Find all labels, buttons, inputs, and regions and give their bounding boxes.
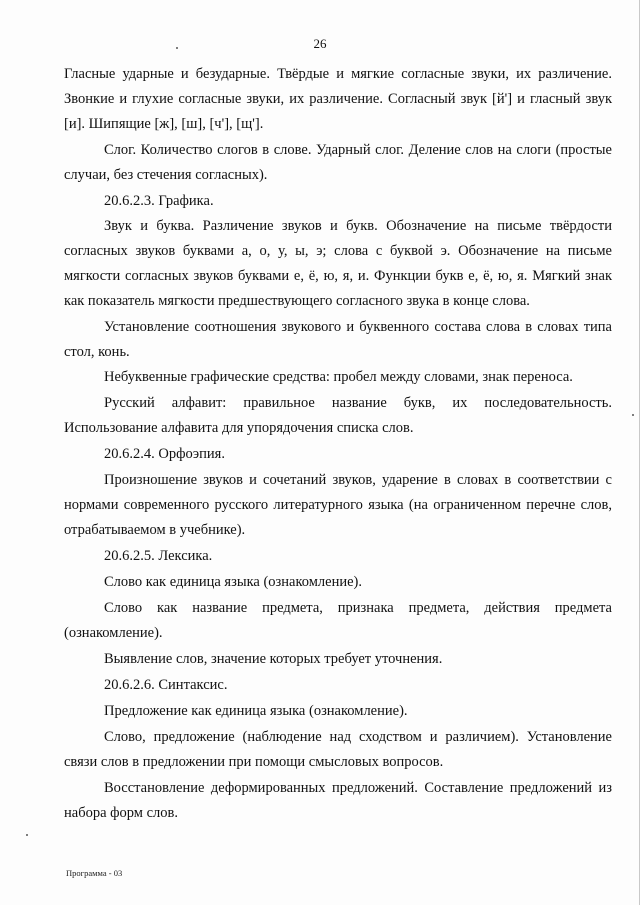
section-heading-graphics: 20.6.2.3. Графика. (104, 193, 214, 209)
paragraph-nonletter-graphics: Небуквенные графические средства: пробел между словами, знак переноса. (104, 369, 573, 385)
paragraph-restoring-sentences: Восстановление деформированных предложений. Составление предложений из набора форм слов. (64, 780, 612, 821)
paragraph-syllable: Слог. Количество слогов в слове. Ударный слог. Деление слов на слоги (простые случаи, без стечения согласных). (64, 142, 612, 183)
paragraph-sound-letter-ratio: Установление соотношения звукового и буквенного состава слова в словах типа стол, конь. (64, 319, 612, 360)
paragraph-word-sentence: Слово, предложение (наблюдение над сходством и различием). Установление связи слов в предложении при помощи смысловых вопросов. (64, 729, 612, 770)
page-number: 26 (313, 36, 327, 51)
scan-speck (632, 414, 634, 416)
paragraph-word-as-name: Слово как название предмета, признака предмета, действия предмета (ознакомление). (64, 600, 612, 641)
paragraph-word-as-unit: Слово как единица языка (ознакомление). (104, 574, 362, 590)
scan-speck (26, 834, 28, 836)
paragraph-pronunciation: Произношение звуков и сочетаний звуков, ударение в словах в соответствии с нормами современного русского литературного языка (на ограниченном перечне слов, отрабатываемом в учебнике). (64, 472, 612, 538)
section-heading-orthoepy: 20.6.2.4. Орфоэпия. (104, 446, 225, 462)
document-body (64, 62, 612, 826)
scan-speck (176, 47, 178, 49)
paragraph-word-meaning: Выявление слов, значение которых требует уточнения. (104, 651, 443, 667)
paragraph-sound-and-letter: Звук и буква. Различение звуков и букв. Обозначение на письме твёрдости согласных звуков буквами а, о, у, ы, э; слова с буквой э. Обозначение на письме мягкости согласных звуков буквами е, ё, ю, я, и. Функции букв е, ё, ю, я. Мягкий знак как показатель мягкости предшествующего согласного звука в конце слова. (64, 218, 612, 309)
paragraph-vowels-consonants: Гласные ударные и безударные. Твёрдые и мягкие согласные звуки, их различение. Звонкие и глухие согласные звуки, их различение. Согласный звук [й'] и гласный звук [и]. Шипящие [ж], [ш], [ч'], [щ']. (64, 66, 612, 132)
section-heading-syntax: 20.6.2.6. Синтаксис. (104, 677, 228, 693)
paragraph-alphabet: Русский алфавит: правильное название букв, их последовательность. Использование алфавита для упорядочения списка слов. (64, 395, 612, 436)
section-heading-lexicon: 20.6.2.5. Лексика. (104, 548, 213, 564)
paragraph-sentence-as-unit: Предложение как единица языка (ознакомление). (104, 703, 408, 719)
page-footer: Программа - 03 (66, 868, 123, 878)
